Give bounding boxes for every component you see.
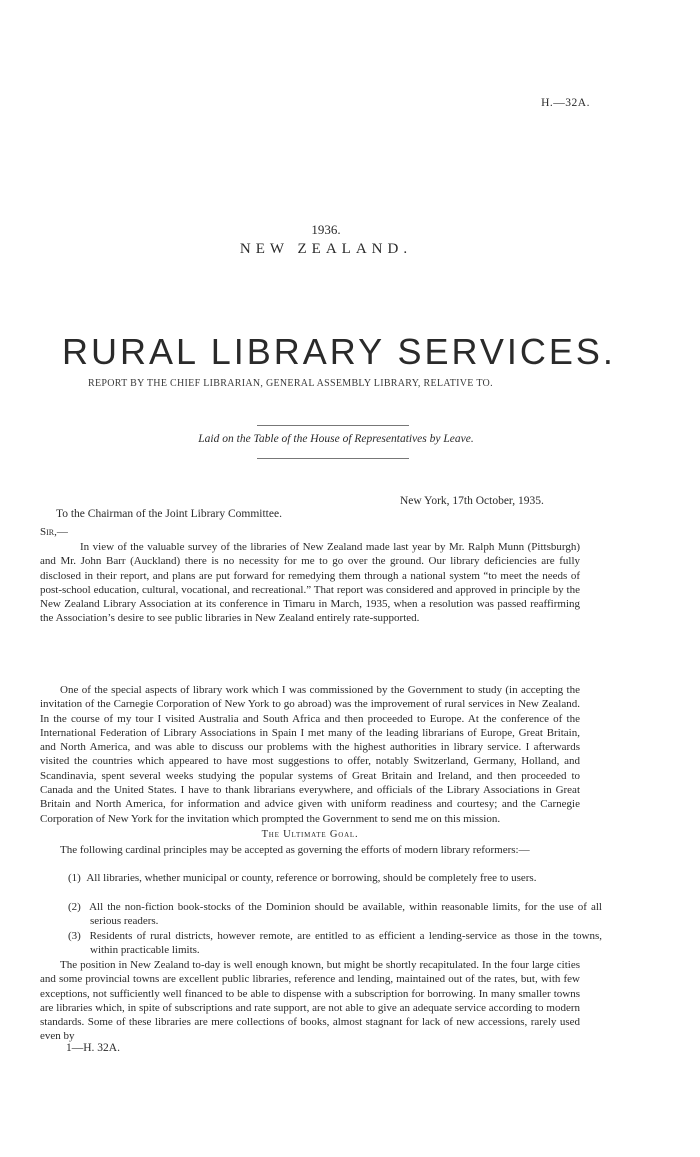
letter-salutation: Sir,—: [40, 526, 68, 538]
body-paragraph: The following cardinal principles may be accepted as governing the efforts of modern library reformers:—: [60, 844, 530, 856]
letter-addressee: To the Chairman of the Joint Library Committee.: [56, 508, 282, 520]
section-heading: The Ultimate Goal.: [261, 829, 359, 840]
bottom-divider: [257, 458, 409, 459]
principle-text: All libraries, whether municipal or county, reference or borrowing, should be completely free to users.: [86, 872, 537, 884]
document-title: RURAL LIBRARY SERVICES.: [62, 331, 616, 372]
principle-item: [68, 871, 602, 885]
body-paragraph: The position in New Zealand to-day is well enough known, but might be shortly recapitulated. In the four large cities and some provincial towns are excellent public libraries, reference and lending, maintained out of the rates, but, with few exceptions, not sufficiently well financed to be able to dispense with a subscription for borrowing. In many smaller towns are libraries which, in spite of subscriptions and rate support, are not able to give an adequate service according to modern standards. Some of these libraries are mere collections of books, almost stagnant for lack of new accessions, rarely used even by: [40, 959, 580, 1043]
principle-text: Residents of rural districts, however remote, are entitled to as efficient a lending-service as those in the towns, within practicable limits.: [89, 930, 603, 957]
page-signature-mark: 1—H. 32A.: [66, 1042, 120, 1054]
principle-text: All the non-fiction book-stocks of the Dominion should be available, within reasonable limits, for the use of all serious readers.: [89, 901, 602, 928]
principle-number: (1): [68, 872, 81, 884]
document-country: NEW ZEALAND.: [239, 241, 413, 257]
principle-item: [68, 900, 602, 929]
principle-item: [68, 929, 602, 958]
document-year: 1936.: [311, 222, 341, 237]
letter-dateline: New York, 17th October, 1935.: [400, 495, 544, 507]
laid-on-table-note: Laid on the Table of the House of Representatives by Leave.: [198, 433, 474, 445]
principle-number: (2): [68, 901, 81, 913]
principle-number: (3): [68, 930, 81, 942]
body-paragraph: In view of the valuable survey of the libraries of New Zealand made last year by Mr. Ralph Munn (Pittsburgh) and Mr. John Barr (Auckland) there is no necessity for me to go over the ground. Our library deficiencies are fully disclosed in their report, and plans are put forward for remedying them through a national system “to meet the needs of post-school education, cultural, vocational, and recreational.” That report was considered and approved in principle by the New Zealand Library Association at its conference in Timaru in March, 1935, when a resolution was passed reaffirming the Association’s desire to see public libraries in New Zealand entirely rate-supported.: [40, 541, 580, 625]
top-divider: [257, 425, 409, 426]
document-subtitle: REPORT BY THE CHIEF LIBRARIAN, GENERAL ASSEMBLY LIBRARY, RELATIVE TO.: [88, 378, 493, 389]
body-paragraph: One of the special aspects of library work which I was commissioned by the Government to study (in accepting the invitation of the Carnegie Corporation of New York to go abroad) was the improvement of rural services in New Zealand. In the course of my tour I visited Australia and South Africa and then proceeded to Europe. At the conference of the International Federation of Library Associations in Spain I met many of the leading librarians of Europe, Great Britain, and North America, and was able to discuss our problems with the highest authorities in library service. I afterwards visited the countries which appeared to have most suggestions to offer, notably Switzerland, Germany, Holland, and Scandinavia, spent several weeks studying the popular systems of Great Britain and Ireland, and then proceeded to Canada and the United States. I have to thank librarians everywhere, and officials of the Library Associations in Great Britain and North America, for information and advice given with uniform readiness and courtesy; and the Carnegie Corporation of New York for the invitation which prompted the Government to send me on this mission.: [40, 684, 580, 825]
document-reference: H.—32A.: [541, 97, 590, 109]
